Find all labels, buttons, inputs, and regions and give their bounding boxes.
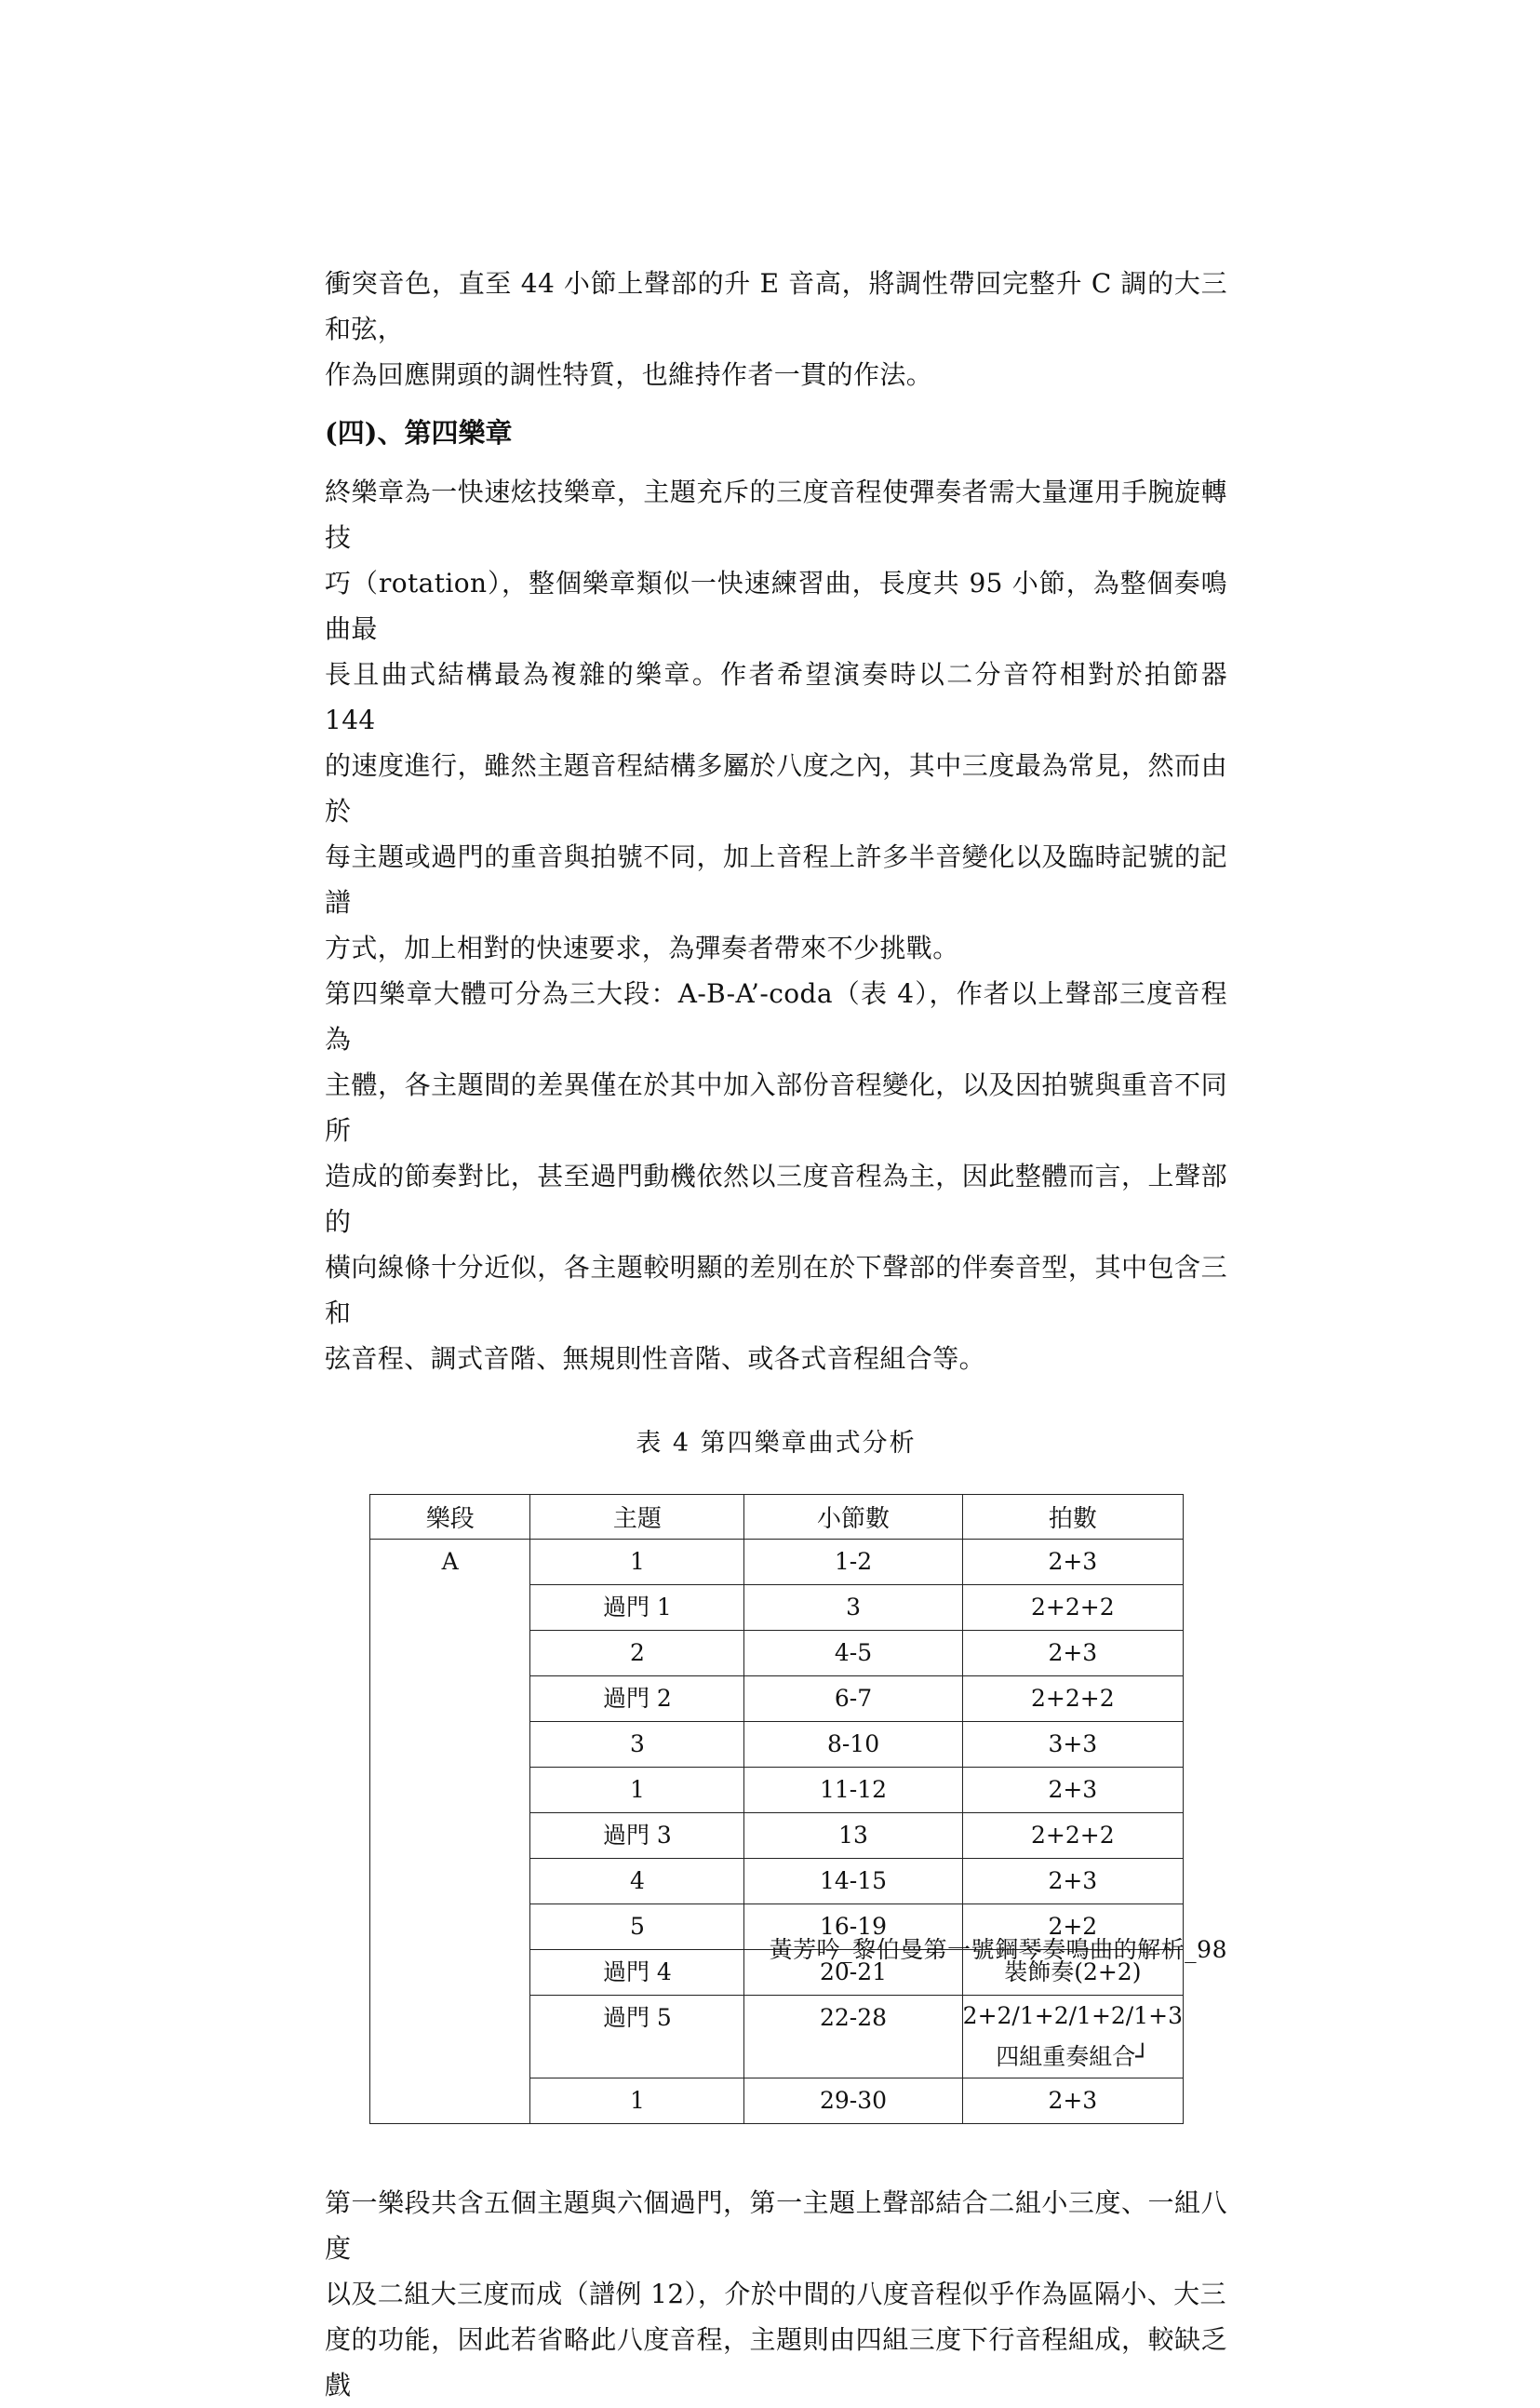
beats-cell: 2+3: [962, 1540, 1183, 1585]
measures-cell: 20-21: [744, 1950, 962, 1996]
beats-line-2: 四組重奏組合┘: [996, 2043, 1150, 2070]
beats-cell: 裝飾奏(2+2): [962, 1950, 1183, 1996]
form-analysis-table: [369, 1494, 1184, 2124]
measures-cell: 3: [744, 1585, 962, 1631]
header-measures: 小節數: [744, 1495, 962, 1540]
measures-cell: 11-12: [744, 1768, 962, 1813]
measures-cell: 14-15: [744, 1859, 962, 1904]
theme-cell: 4: [530, 1859, 744, 1904]
table-header-row: [370, 1495, 1184, 1540]
para1-line-1: 終樂章為一快速炫技樂章，主題充斥的三度音程使彈奏者需大量運用手腕旋轉技: [325, 477, 1227, 553]
beats-cell: 2+3: [962, 1768, 1183, 1813]
beats-cell: 2+2: [962, 1904, 1183, 1950]
beats-cell: 2+3: [962, 2078, 1183, 2124]
header-theme: 主題: [530, 1495, 744, 1540]
intro-line-1: 衝突音色，直至 44 小節上聲部的升 E 音高，將調性帶回完整升 C 調的大三和弦，: [325, 268, 1227, 344]
beats-cell: 3+3: [962, 1722, 1183, 1768]
theme-cell: 1: [530, 1540, 744, 1585]
para2-line-1: 第四樂章大體可分為三大段：A-B-A’-coda（表 4），作者以上聲部三度音程為: [325, 978, 1227, 1055]
theme-cell: 5: [530, 1904, 744, 1950]
table-row: [370, 1540, 1184, 1585]
theme-cell: 過門 2: [530, 1676, 744, 1722]
page-footer: 黃芳吟_黎伯曼第一號鋼琴奏鳴曲的解析_98: [769, 1936, 1227, 1963]
para1-line-3: 長且曲式結構最為複雜的樂章。作者希望演奏時以二分音符相對於拍節器 144: [325, 659, 1227, 735]
para2-line-3: 造成的節奏對比，甚至過門動機依然以三度音程為主，因此整體而言，上聲部的: [325, 1161, 1227, 1237]
para1-line-5: 每主題或過門的重音與拍號不同，加上音程上許多半音變化以及臨時記號的記譜: [325, 841, 1227, 918]
para2-line-5: 弦音程、調式音階、無規則性音階、或各式音程組合等。: [325, 1343, 986, 1374]
theme-cell: 1: [530, 1768, 744, 1813]
para3-line-1: 第一樂段共含五個主題與六個過門，第一主題上聲部結合二組小三度、一組八度: [325, 2187, 1227, 2264]
beats-cell: 2+2+2: [962, 1585, 1183, 1631]
measures-cell: 1-2: [744, 1540, 962, 1585]
beats-cell: 2+3: [962, 1631, 1183, 1676]
theme-cell: 過門 5: [530, 1996, 744, 2078]
beats-cell: 2+2+2: [962, 1813, 1183, 1859]
section-heading: (四)、第四樂章: [325, 417, 513, 449]
theme-cell: 2: [530, 1631, 744, 1676]
measures-cell: 22-28: [744, 1996, 962, 2078]
section-cell: A: [370, 1540, 530, 2124]
para1-line-4: 的速度進行，雖然主題音程結構多屬於八度之內，其中三度最為常見，然而由於: [325, 750, 1227, 827]
para2-line-4: 橫向線條十分近似，各主題較明顯的差別在於下聲部的伴奏音型，其中包含三和: [325, 1252, 1227, 1328]
document-body: [325, 261, 1227, 2408]
beats-line-1: 2+2/1+2/1+2/1+3: [962, 2002, 1183, 2029]
beats-cell: [962, 1996, 1183, 2078]
measures-cell: 13: [744, 1813, 962, 1859]
theme-cell: 3: [530, 1722, 744, 1768]
header-section: 樂段: [370, 1495, 530, 1540]
para2-line-2: 主體，各主題間的差異僅在於其中加入部份音程變化，以及因拍號與重音不同所: [325, 1069, 1227, 1146]
table-caption: 表 4 第四樂章曲式分析: [636, 1429, 917, 1458]
measures-cell: 6-7: [744, 1676, 962, 1722]
beats-cell: 2+2+2: [962, 1676, 1183, 1722]
theme-cell: 過門 3: [530, 1813, 744, 1859]
measures-cell: 4-5: [744, 1631, 962, 1676]
intro-line-2: 作為回應開頭的調性特質，也維持作者一貫的作法。: [325, 359, 933, 390]
measures-cell: 16-19: [744, 1904, 962, 1950]
theme-cell: 過門 4: [530, 1950, 744, 1996]
theme-cell: 1: [530, 2078, 744, 2124]
closing-paragraph: [325, 2180, 1227, 2408]
para3-line-3: 度的功能，因此若省略此八度音程，主題則由四組三度下行音程組成，較缺乏戲: [325, 2324, 1227, 2401]
para1-line-2: 巧（rotation），整個樂章類似一快速練習曲，長度共 95 小節，為整個奏鳴曲最: [325, 568, 1227, 644]
measures-cell: 29-30: [744, 2078, 962, 2124]
beats-cell: 2+3: [962, 1859, 1183, 1904]
para1-line-6: 方式，加上相對的快速要求，為彈奏者帶來不少挑戰。: [325, 933, 959, 963]
header-beats: 拍數: [962, 1495, 1183, 1540]
theme-cell: 過門 1: [530, 1585, 744, 1631]
measures-cell: 8-10: [744, 1722, 962, 1768]
para3-line-2: 以及二組大三度而成（譜例 12），介於中間的八度音程似乎作為區隔小、大三: [325, 2279, 1226, 2309]
